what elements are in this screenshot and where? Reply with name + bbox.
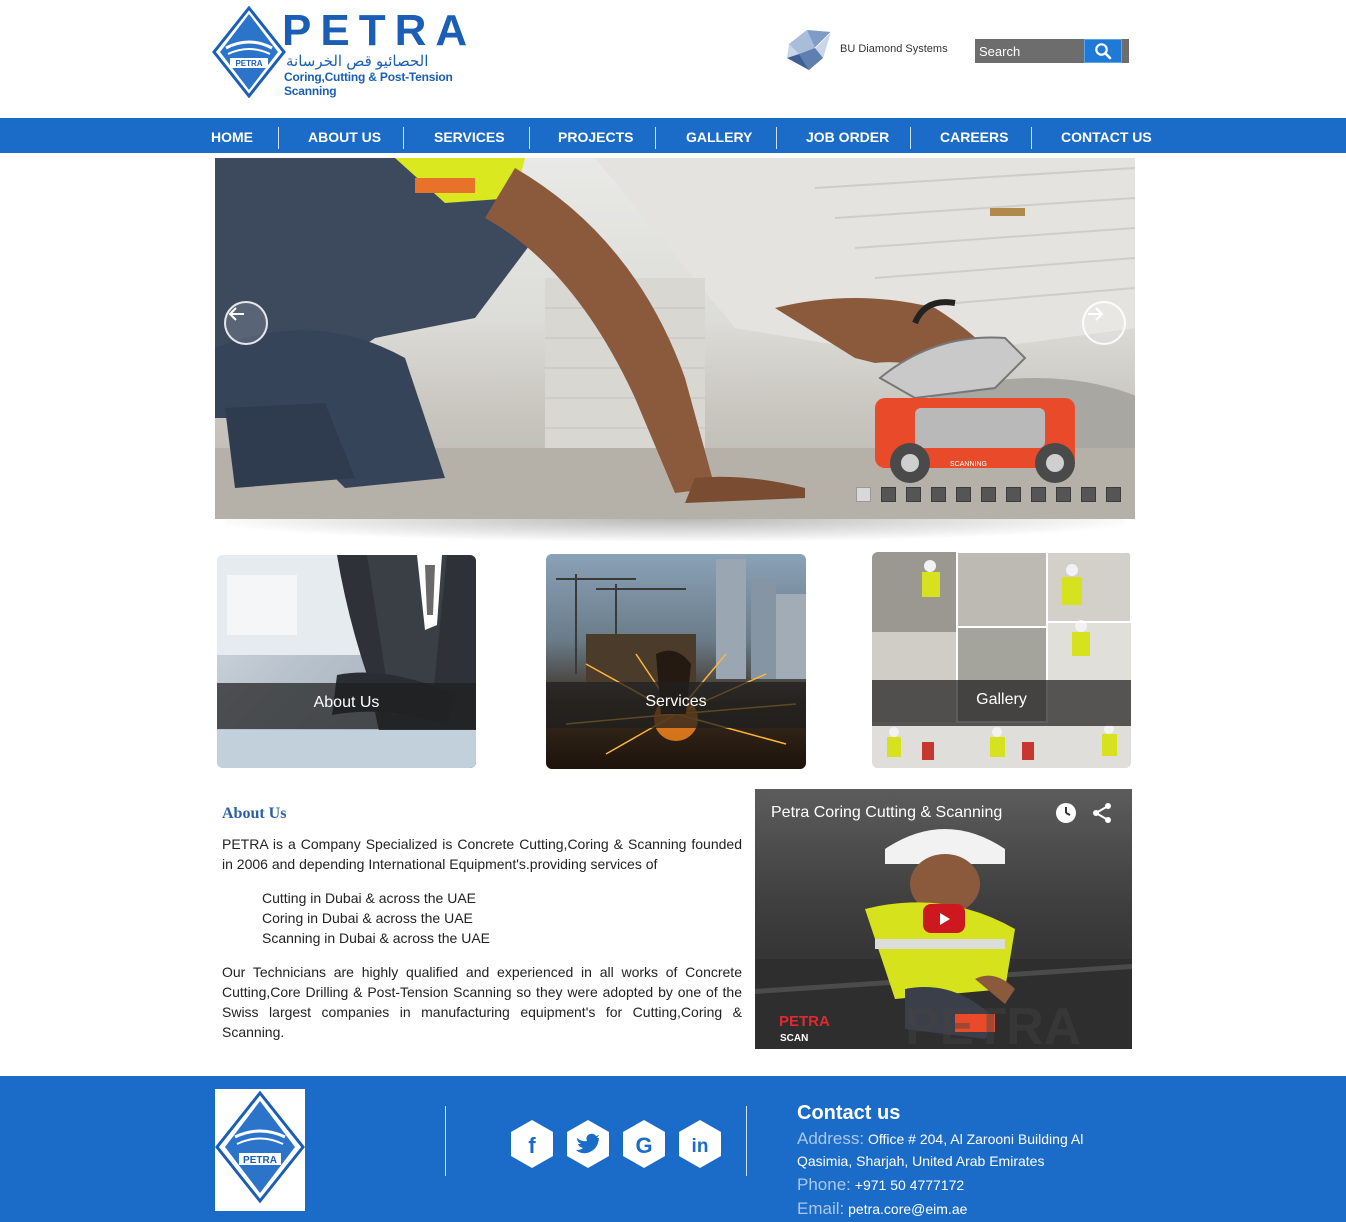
nav-divider [529, 127, 530, 149]
contact-title: Contact us [797, 1102, 901, 1124]
email-label: Email: [797, 1199, 845, 1218]
linkedin-icon [678, 1119, 722, 1169]
site-logo[interactable] [212, 6, 502, 100]
search-button[interactable] [1084, 39, 1122, 63]
footer-logo[interactable] [215, 1089, 305, 1211]
twitter-link[interactable] [566, 1119, 610, 1169]
watch-later-button[interactable] [1054, 801, 1078, 825]
brand-arabic-name: الحصائيو قص الخرسانة [286, 53, 429, 70]
nav-item-services[interactable]: SERVICES [434, 129, 505, 145]
google-link[interactable] [622, 1119, 666, 1169]
email-address[interactable]: petra.core@eim.ae [848, 1201, 968, 1217]
brand-name: PETRA [282, 6, 477, 55]
nav-item-home[interactable]: HOME [211, 129, 253, 145]
footer-divider [746, 1106, 747, 1176]
card-gallery[interactable] [872, 552, 1131, 768]
search-input[interactable] [975, 39, 1087, 63]
nav-item-about-us[interactable]: ABOUT US [308, 129, 382, 145]
footer-divider [445, 1106, 446, 1176]
search-box [975, 39, 1129, 63]
about-paragraph-1: PETRA is a Company Specialized is Concrete Cutting,Coring & Scanning founded in 2006 and depending International Equipment's.providing services of [222, 836, 742, 872]
share-icon [1090, 801, 1114, 825]
main-nav [0, 118, 1346, 153]
svg-text:in: in [691, 1136, 709, 1157]
card-gallery-image [872, 552, 1131, 768]
address-label: Address: [797, 1129, 865, 1148]
footer-logo-diamond-icon [215, 1089, 305, 1211]
nav-item-contact-us[interactable]: CONTACT US [1061, 129, 1152, 145]
nav-item-gallery[interactable]: GALLERY [686, 129, 753, 145]
slider-dot[interactable] [1056, 487, 1071, 502]
address-line-2: Qasimia, Sharjah, United Arab Emirates [797, 1153, 1045, 1169]
nav-divider [910, 127, 911, 149]
footer [0, 1076, 1346, 1222]
slider-dot[interactable] [1081, 487, 1096, 502]
partner-name: BU Diamond Systems [840, 43, 948, 55]
svg-text:G: G [635, 1133, 653, 1158]
card-services-label: Services [645, 693, 707, 710]
card-about-image [217, 555, 476, 768]
card-gallery-label: Gallery [976, 691, 1027, 708]
list-item: Coring in Dubai & across the UAE [262, 910, 473, 926]
partner-logo[interactable] [785, 28, 965, 72]
slider-dot[interactable] [931, 487, 946, 502]
linkedin-link[interactable] [678, 1119, 722, 1169]
brand-tagline: Coring,Cutting & Post-Tension Scanning [284, 70, 453, 98]
logo-small-text: PETRA [235, 59, 263, 68]
video-player[interactable] [755, 789, 1132, 1049]
video-title: Petra Coring Cutting & Scanning [771, 804, 1003, 821]
slider-dot[interactable] [906, 487, 921, 502]
slider-next-button[interactable] [1082, 301, 1126, 345]
arrow-left-icon [226, 303, 248, 325]
nav-item-projects[interactable]: PROJECTS [558, 129, 634, 145]
slider-shadow [225, 519, 1125, 541]
slider-dot[interactable] [956, 487, 971, 502]
facebook-link[interactable] [510, 1119, 554, 1169]
slider-dot[interactable] [881, 487, 896, 502]
nav-item-job-order[interactable]: JOB ORDER [806, 129, 890, 145]
nav-divider [776, 127, 777, 149]
card-about-label: About Us [313, 694, 380, 711]
diamond-gem-icon [785, 28, 835, 72]
phone-label: Phone: [797, 1175, 851, 1194]
slider-dot[interactable] [856, 487, 871, 502]
contact-phone [797, 1174, 964, 1196]
device-label: SCANNING [950, 461, 987, 468]
address-line-1: Office # 204, Al Zarooni Building Al [867, 1131, 1084, 1147]
clock-icon [1054, 801, 1078, 825]
slider-dot[interactable] [1031, 487, 1046, 502]
card-about-us[interactable] [217, 555, 476, 768]
logo-diamond-icon [212, 6, 286, 98]
slider-dot[interactable] [1106, 487, 1121, 502]
services-list [262, 888, 490, 948]
google-icon [622, 1119, 666, 1169]
search-icon [1094, 42, 1112, 60]
slider-dot[interactable] [1006, 487, 1021, 502]
video-bg-watermark: PETRA [905, 998, 1082, 1049]
nav-divider [1031, 127, 1032, 149]
nav-item-careers[interactable]: CAREERS [940, 129, 1009, 145]
search-box-edge [1122, 39, 1129, 63]
contact-address [797, 1128, 1083, 1150]
slider-dot[interactable] [981, 487, 996, 502]
about-paragraph-2: Our Technicians are highly qualified and experienced in all works of Concrete Cutting,Core Drilling & Post-Tension Scanning so they were adopted by one of the Swiss largest companies in manufacturing equipment's for Cutting,Coring & Scanning. [222, 964, 742, 1040]
play-icon [937, 912, 951, 926]
hero-slider[interactable] [215, 158, 1135, 519]
video-watermark: PETRA [779, 1013, 830, 1030]
svg-text:f: f [528, 1133, 536, 1158]
about-title: About Us [222, 805, 287, 822]
list-item: Cutting in Dubai & across the UAE [262, 890, 476, 906]
nav-divider [655, 127, 656, 149]
slider-prev-button[interactable] [224, 301, 268, 345]
hero-slide-image [215, 158, 1135, 519]
nav-divider [278, 127, 279, 149]
footer-logo-text: PETRA [243, 1155, 277, 1166]
card-services[interactable] [546, 554, 806, 769]
card-services-image [546, 554, 806, 769]
video-watermark-sub: SCAN [780, 1033, 809, 1044]
phone-number[interactable]: +971 50 4777172 [854, 1177, 965, 1193]
facebook-icon [510, 1119, 554, 1169]
share-button[interactable] [1090, 801, 1114, 825]
play-button[interactable] [923, 904, 965, 933]
arrow-right-icon [1084, 303, 1106, 325]
contact-email [797, 1198, 967, 1220]
twitter-icon [566, 1119, 610, 1169]
list-item: Scanning in Dubai & across the UAE [262, 930, 491, 946]
nav-divider [403, 127, 404, 149]
